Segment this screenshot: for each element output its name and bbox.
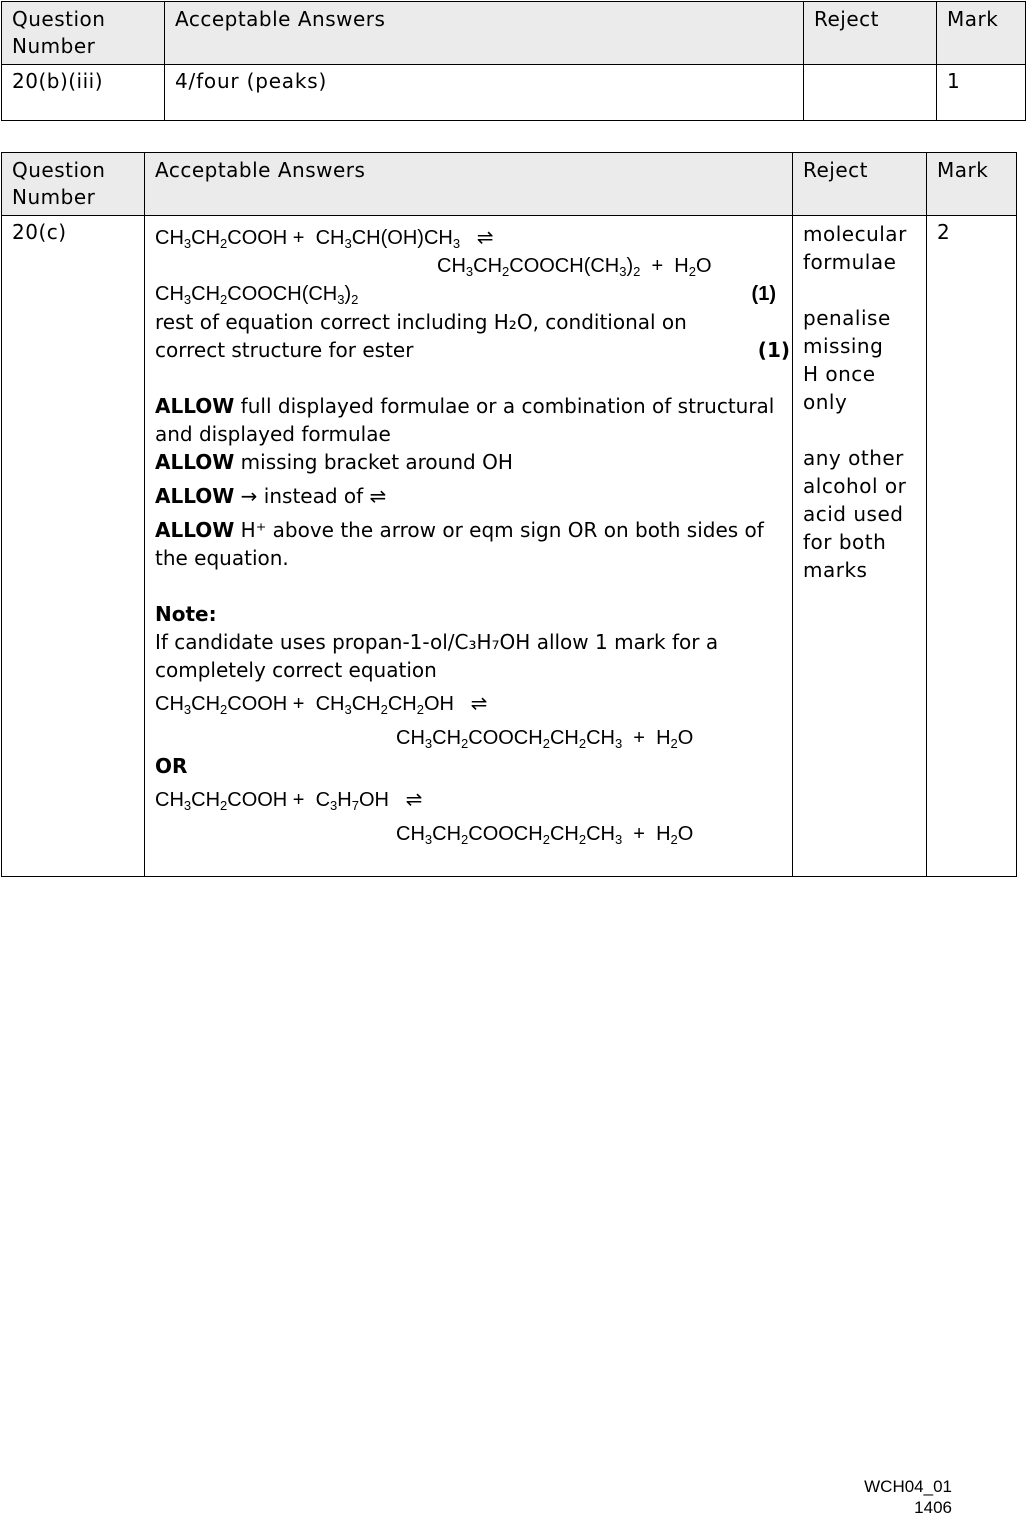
question-number-header: Question Number <box>2 2 165 65</box>
allow-label: ALLOW <box>155 394 235 418</box>
question-number: 20(b)(iii) <box>2 65 165 121</box>
note-label: Note: <box>155 602 217 626</box>
question-number-header: Question Number <box>2 153 145 216</box>
reject-cell <box>804 65 937 121</box>
allow-missing-bracket <box>155 448 784 476</box>
header-row <box>2 153 1017 216</box>
note-text: If candidate uses propan-1-ol/C₃H₇OH allow 1 mark for a completely correct equation <box>155 630 719 682</box>
series-number: 1406 <box>914 1498 952 1517</box>
equation-line-2: $CH_3CH_2COOCH(CH_3)_2 + H_2O$ <box>437 255 712 279</box>
rest-text: rest of equation correct including H₂O, conditional on correct structure for ester <box>155 310 687 362</box>
header-row <box>2 2 1026 65</box>
allow-full-displayed <box>155 392 784 448</box>
equation-line-1: $CH_3CH_2COOH + CH_3CH(OH)CH_3$ ⇌ <box>155 227 494 251</box>
ester-formula-line: $CH_3CH_2COOCH(CH_3)_2$ (1) <box>155 280 784 308</box>
allow-label: ALLOW <box>155 450 235 474</box>
alt-equation-1-line-1: $CH_3CH_2COOH + CH_3CH_2CH_2OH$ ⇌ <box>155 693 488 717</box>
mark-allocation-2: (1) <box>757 338 790 362</box>
page-footer <box>864 1476 952 1518</box>
table-row <box>2 65 1026 121</box>
allow-text: → instead of ⇌ <box>234 484 387 508</box>
alt-equation-1-line-2: $CH_3CH_2COOCH_2CH_2CH_3 + H_2O$ <box>396 727 694 751</box>
mark-header: Mark <box>927 153 1017 216</box>
or-label: OR <box>155 754 188 778</box>
reject-penalise-missing-h: penalise missing H once only <box>803 306 891 414</box>
rest-of-equation-text <box>155 308 790 364</box>
question-number: 20(c) <box>2 216 145 877</box>
allow-label: ALLOW <box>155 484 235 508</box>
acceptable-answers-header: Acceptable Answers <box>145 153 793 216</box>
reject-header: Reject <box>804 2 937 65</box>
answer-cell: 4/four (peaks) <box>165 65 804 121</box>
answer-cell <box>145 216 793 877</box>
alt-equation-2-line-2: $CH_3CH_2COOCH_2CH_2CH_3 + H_2O$ <box>396 823 694 847</box>
allow-arrow <box>155 482 784 510</box>
mark-cell: 2 <box>927 216 1017 877</box>
acceptable-answers-header: Acceptable Answers <box>165 2 804 65</box>
allow-h-plus <box>155 516 784 572</box>
mark-allocation-1: (1) <box>751 283 776 305</box>
reject-other-alcohol: any other alcohol or acid used for both marks <box>803 446 907 582</box>
reject-cell <box>793 216 927 877</box>
mark-scheme-table-2 <box>1 152 1017 877</box>
table-row <box>2 216 1017 877</box>
mark-header: Mark <box>937 2 1026 65</box>
paper-code: WCH04_01 <box>864 1477 952 1496</box>
mark-cell: 1 <box>937 65 1026 121</box>
reject-molecular-formulae: molecular formulae <box>803 222 907 274</box>
allow-text: H⁺ above the arrow or eqm sign OR on both sides of the equation. <box>155 518 764 570</box>
allow-text: full displayed formulae or a combination of structural and displayed formulae <box>155 394 775 446</box>
alt-equation-2-line-1: $CH_3CH_2COOH + C_3H_7OH$ ⇌ <box>155 789 423 813</box>
mark-scheme-table-1 <box>1 1 1026 121</box>
allow-text: missing bracket around OH <box>234 450 513 474</box>
allow-label: ALLOW <box>155 518 235 542</box>
reject-header: Reject <box>793 153 927 216</box>
